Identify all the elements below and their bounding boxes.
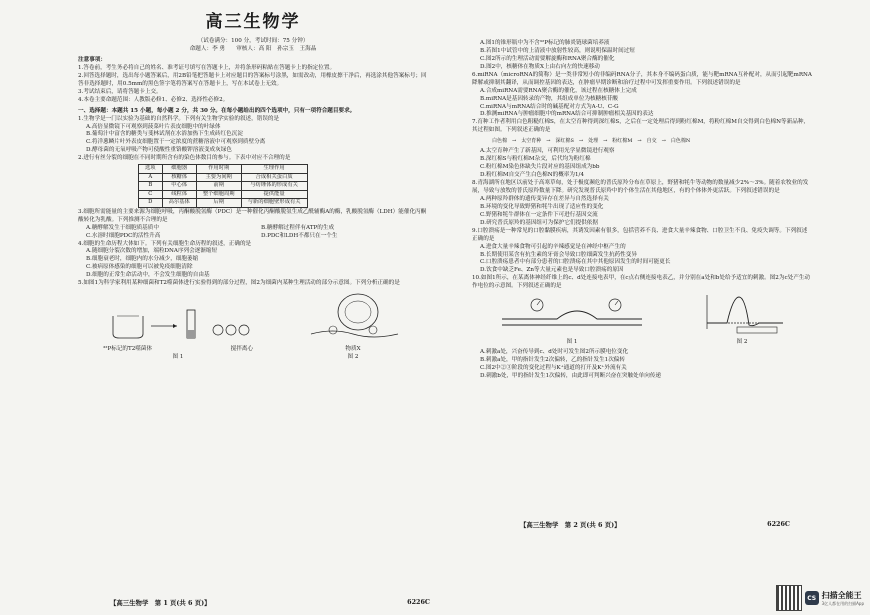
- question-7-stem: 7.育种工作者利用白色粗糙红棉S，在太空育种得到深红棉S，之后在一定处理后得到粉红棉M，将粉红棉M自交得到白色棉N等新品种，其过程如图。下列叙述正确的是: [472, 119, 810, 134]
- notice-item: 4.本卷主要命题范围：人教版必修1、必修2、选择性必修2。: [78, 96, 229, 103]
- table-cell: 与纺锤体的形成有关: [241, 182, 307, 191]
- question-1-stem: 1.生物学是一门以实验为基础的自然科学。下列有关生物学实验的叙述，错误的是: [78, 115, 280, 122]
- notice-item: 1.答卷前，考生务必将自己的姓名、准考证号填写在答题卡上，并将条形码粘贴在答题卡上的指定位置。: [78, 64, 336, 71]
- table-cell: 线粒体: [162, 190, 196, 199]
- option: D.饮食中缺乏Fe、Zn等大量元素也是导致口腔溃疡的原因: [480, 267, 624, 274]
- brand-block: [822, 590, 864, 607]
- arrow-icon: →: [546, 138, 551, 145]
- option: C.粉红棉M染色体缺失片段对应的基因组成为bb: [480, 164, 600, 171]
- option: C.图2所示的生理活动需要解旋酶和RNA聚合酶的催化: [480, 55, 615, 62]
- figure-label: ³²P标记的T2噬菌体: [103, 346, 153, 353]
- option: C.图2中②③阶段的变化过程与K⁺通道的打开及K⁺外流有关: [480, 364, 627, 371]
- option: B.深红棉S与粉红棉M杂交，后代均为粉红棉: [480, 156, 591, 163]
- table-cell: 提供能量: [241, 190, 307, 199]
- nerve-fiber-diagram: [497, 295, 647, 335]
- table-cell: 主要为间期: [196, 173, 241, 182]
- option: C.miRNA与mRNA结合时的碱基配对方式为A-U、C-G: [480, 103, 619, 110]
- flow-label: 自交: [646, 138, 657, 145]
- figure-caption: 图 1: [566, 339, 578, 346]
- option: B.miRNA是基因转录的产物，其组成单位为核糖核苷酸: [480, 95, 619, 102]
- option: A.合成miRNA需要RNA聚合酶的催化，该过程在核糖体上完成: [480, 87, 637, 94]
- figure-1: [103, 296, 253, 362]
- option: D.PDC和LDH不都只在一个生: [261, 232, 338, 239]
- page-1-footer: [110, 598, 430, 607]
- figure-label: 搅拌离心: [230, 346, 253, 353]
- option: B.长期使用某含有抗生素的牙膏会导致口腔细菌发生抗药性变异: [480, 251, 637, 258]
- option: A.刺激a处，兴奋传导到c、d处时可发生图2所示膜电位变化: [480, 349, 629, 356]
- table-row: [139, 182, 308, 191]
- table-cell: 前期: [196, 182, 241, 191]
- arrow-icon: →: [578, 138, 584, 145]
- figure-2: [697, 293, 787, 347]
- question-8-stem: 8.青海湖所在地区以前处于高寒草甸，处于极度濒危的普氏原羚分布在草原上，野猪和牦牛等动物的数量减少2%～3%。随着农牧业的发展，导致与放牧的普氏原羚数量下降。研究发现普氏原羚中的个体生活在其他地区，有的个体体外更活跃。下列叙述错误的是: [472, 180, 809, 195]
- figure-caption: 图 1: [172, 354, 184, 361]
- table-cell: 中心体: [162, 182, 196, 191]
- table-row: [139, 173, 308, 182]
- option: B.细胞衰老时，细胞内的水分减少，细胞萎缩: [86, 256, 199, 263]
- option: B.环境的变化导致野猪和牦牛出现了适应性的变化: [480, 203, 604, 210]
- option: B.葡萄汁中富含的糖类与斐林试剂在水浴加热下生成砖红色沉淀: [86, 131, 243, 138]
- option: A.图1的锥形瓶中为不含³²P标记的肺炎链球菌培养液: [480, 40, 610, 46]
- option: C.将洋葱鳞片叶外表皮细胞置于一定浓度的蔗糖溶液中可观察到质壁分离: [86, 139, 266, 146]
- footer-page-label: 【高三生物学 第 2 页(共 6 页)】: [520, 521, 621, 529]
- exam-authors: 命题人：李 勇 审核人：高 阳 孙宗玉 王海晶: [189, 46, 317, 53]
- option: A.高倍显微镜下可观察到菠菜叶片表皮细胞中的叶绿体: [86, 123, 221, 130]
- question-10-stem: 10.如图1所示，在某离体神经纤维上的c、d处连接电表甲，在c点右侧连接电表乙，并分别在a处和b处给予适宜的刺激。图2为c处产生动作电位的示意图。下列叙述正确的是: [472, 275, 810, 290]
- figure-caption: 图 2: [347, 354, 359, 361]
- option: B.若图1中试管中的上清液中放射性较高，则说明保温时间过短: [480, 47, 635, 54]
- option: D.图2中，核糖体在物质X上由右向左的快速移动: [480, 63, 600, 70]
- footer-code: 6226C: [767, 520, 790, 528]
- question-3-stem: 3.细胞所需能量的主要来源为细胞呼吸，丙酮酸脱氢酶（PDC）是一种催化丙酮酸脱氢生成乙酰辅酶A的酶，乳酸脱氢酶（LDH）能催化丙酮酸转化为乳酸。下列推测不合理的是: [78, 208, 427, 223]
- translation-diagram: [303, 290, 403, 342]
- option: D.刺激b处，甲的指针发生1次偏转，由此即可判断兴奋在突触处单向传递: [480, 372, 662, 379]
- table-cell: 与新的细胞壁形成有关: [241, 199, 307, 208]
- question-10-figures: [472, 293, 812, 347]
- flow-label: 白色棉: [492, 138, 508, 145]
- arrow-icon: →: [603, 138, 608, 145]
- option: D.研究普氏原羚的基因组可为保护它们提供依据: [480, 219, 598, 226]
- exam-title: 高三生物学: [205, 12, 301, 32]
- figure-1-labels: [103, 346, 253, 354]
- notice-item: 3.考试结束后，请将答题卡上交。: [78, 88, 162, 95]
- flow-label: 太空育种: [521, 138, 542, 145]
- notice-item: 2.回答选择题时，选出每小题答案后，用2B铅笔把答题卡上对应题目的答案标号涂黑，如需改动，用橡皮擦干净后，再选涂其他答案标号；回答非选择题时，用0.5mm的黑色签字笔将答案写在答题卡上，写在本试卷上无效。: [78, 72, 427, 87]
- option-row: [78, 233, 428, 241]
- figure-label: 物质X: [345, 346, 361, 353]
- option: A.两种原羚群体的遗传变异存在差异与自然选择有关: [480, 195, 609, 202]
- scanner-watermark: [776, 585, 864, 611]
- section-header: 一、选择题：本题共 15 小题，每小题 2 分，共 30 分。在每小题给出的四个选项中，只有一项符合题目要求。: [78, 107, 356, 114]
- exam-subtitle: （试卷满分：100 分，考试时间：75 分钟）: [197, 38, 309, 45]
- table-header: 生理作用: [241, 165, 307, 174]
- option: C.口腔溃疡患者中有部分患者的口腔溃疡在其中其他原因发生的时间可能更长: [480, 259, 671, 266]
- camscanner-logo-icon: CS: [805, 591, 819, 605]
- option: B.糖酵解过程伴有ATP的生成: [261, 224, 335, 231]
- table-cell: 高尔基体: [162, 199, 196, 208]
- table-cell: A: [139, 173, 163, 182]
- footer-code: 6226C: [407, 598, 430, 606]
- table-cell: B: [139, 182, 163, 191]
- flow-label: 深红棉S: [555, 138, 574, 145]
- table-row: [139, 190, 308, 199]
- option: C.野猪和牦牛群体在一定条件下可进行基因交流: [480, 211, 598, 218]
- flow-label: 粉红棉M: [612, 138, 633, 145]
- option: A.随细胞分裂次数的增加，端粒DNA序列会逐渐缩短: [86, 248, 218, 255]
- question-9-stem: 9.口腔溃疡是一种常见的口腔黏膜疾病，其诱发因素有很多，包括营养不良、进食大量辛辣食物、口腔卫生不良、免疫失调等。下列叙述正确的是: [472, 227, 808, 242]
- option: C.被病原体感染的细胞可以被免疫细胞清除: [86, 264, 193, 271]
- question-5-stem: 5.如图1为科学家利用某种细菌和T2噬菌体进行实验得到的部分过程，图2为细菌内某种生理活动的部分示意图。下列分析正确的是: [78, 280, 400, 287]
- phage-experiment-diagram: [103, 296, 253, 342]
- figure-caption: 图 2: [736, 339, 748, 346]
- table-cell: 核糖体: [162, 173, 196, 182]
- question-2-table: [138, 164, 308, 208]
- option: C.水溶时细胞PDC的活性升高: [86, 232, 161, 239]
- flow-label: 白色棉N: [670, 138, 691, 145]
- flow-label: 处理: [588, 138, 599, 145]
- question-6-stem: 6.miRNA（microRNA的简称）是一类非常短小的非编码RNA分子，其本身不编码蛋白质，能与靶mRNA互补配对，从而引起靶mRNA降解或抑制其翻译，从而调控基因的表达，在肿瘤早期诊断和治疗过程中可发挥重要作用。下列叙述错误的是: [472, 71, 812, 86]
- option: D.粉红棉M自交产生白色棉N的概率为1/4: [480, 172, 585, 179]
- arrow-icon: →: [637, 138, 642, 145]
- page-2-footer: [520, 520, 790, 529]
- figure-1: [497, 295, 647, 347]
- table-cell: D: [139, 199, 163, 208]
- option: A.进食大量辛辣食物可引起的辛辣感觉是在神经中枢产生的: [480, 243, 626, 250]
- qr-code-icon: [776, 585, 802, 611]
- notice-title: 注意事项：: [78, 57, 106, 63]
- question-4-stem: 4.细胞的生命历程大体如下。下列有关细胞生命历程的叙述，正确的是: [78, 240, 252, 247]
- breeding-flow-diagram: [472, 135, 812, 148]
- option: D.细胞的正常生命活动中，不会发生细胞的自由基: [86, 272, 210, 279]
- figure-2: [303, 290, 403, 362]
- option: A.太空育种产生了新基因，可利用光学显微镜进行观察: [480, 148, 615, 155]
- table-cell: 整个细胞周期: [196, 190, 241, 199]
- table-header-row: [139, 165, 308, 174]
- footer-page-label: 【高三生物学 第 1 页(共 6 页)】: [110, 599, 211, 607]
- arrow-icon: →: [512, 138, 517, 145]
- option: B.刺激a处，甲的指针发生2次偏转，乙的指针发生1次偏转: [480, 357, 625, 364]
- brand-subtitle: 3亿人都在用的扫描App: [821, 600, 864, 606]
- question-2-stem: 2.进行有丝分裂的细胞在不同时期所含有的染色体数目的参与。下表中对应不合理的是: [78, 155, 291, 162]
- table-header: 作用时期: [196, 165, 241, 174]
- option: A.糖酵解发生于细胞质基质中: [86, 224, 159, 231]
- table-cell: C: [139, 190, 163, 199]
- table-row: [139, 199, 308, 208]
- option: D.酵母菌的无氧呼吸产物可使酸性重铬酸钾溶液变成灰绿色: [86, 147, 232, 154]
- action-potential-diagram: [697, 293, 787, 335]
- left-page: [78, 10, 428, 615]
- option-row: [78, 225, 428, 233]
- brand-name: 扫描全能王: [821, 590, 862, 600]
- table-cell: 合成相关蛋白质: [241, 173, 307, 182]
- option: D.推测miRNA与肿瘤细胞中的mRNA结合可抑制肿瘤相关基因的表达: [480, 111, 654, 118]
- table-header: 选项: [139, 165, 163, 174]
- arrow-icon: →: [661, 138, 666, 145]
- table-header: 细胞器: [162, 165, 196, 174]
- table-cell: 后期: [196, 199, 241, 208]
- question-5-figures: [78, 290, 428, 362]
